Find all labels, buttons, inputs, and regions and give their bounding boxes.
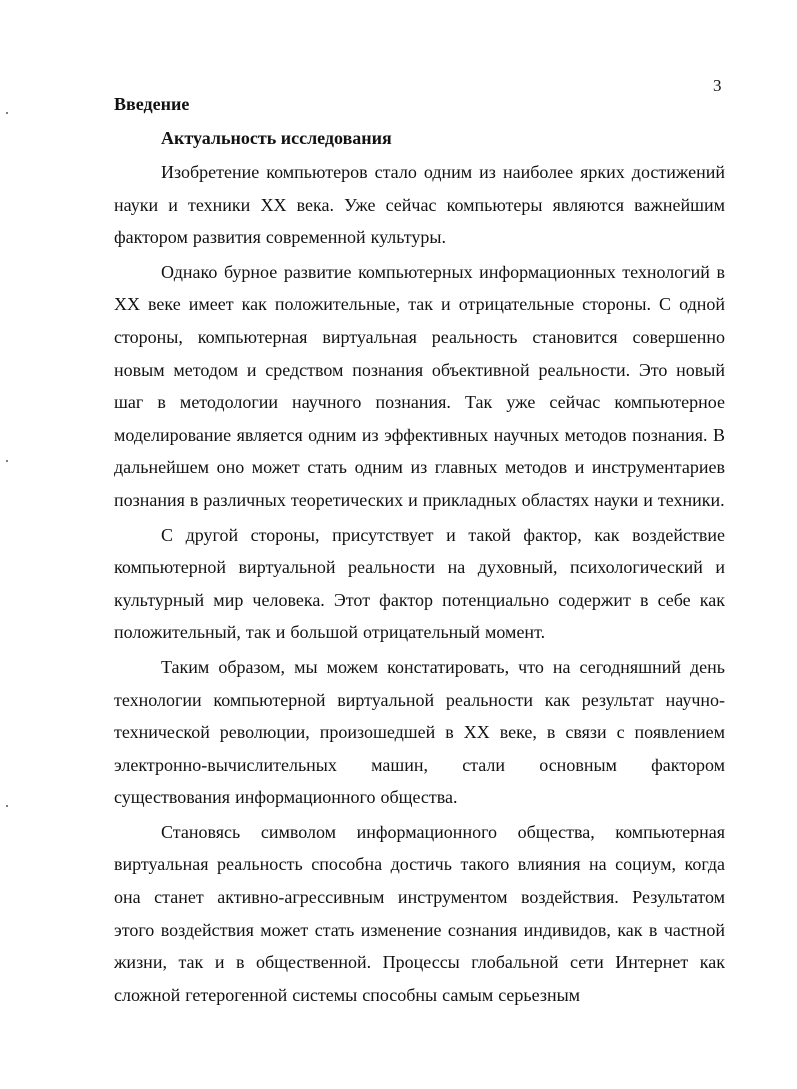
paragraph-3: С другой стороны, присутствует и такой фактор, как воздействие компьютерной виртуальной реальности на духовный, психологический и культурный мир человека. Этот фактор потенциально содержит в себе как положительный, так и большой отрицательный момент. <box>114 524 725 643</box>
paragraph-5: Становясь символом информационного общества, компьютерная виртуальная реальность способна достичь такого влияния на социум, когда она станет активно-агрессивным инструментом воздействия. Результатом этого воздействия может стать изменение сознания индивидов, как в частной жизни, так и в общественной. Процессы глобальной сети Интернет как сложной гетерогенной системы способны самым серьезным <box>114 821 725 1005</box>
paragraph-4: Таким образом, мы можем констатировать, что на сегодняшний день технологии компьютерной виртуальной реальности как результат научно-технической революции, произошедшей в XX веке, в связи с появлением электронно-вычислительных машин, стали основным фактором существования информационного общества. <box>114 656 725 808</box>
page-number: 3 <box>713 76 722 95</box>
section-heading: Введение <box>114 94 190 114</box>
scan-margin-mark <box>6 805 8 807</box>
body-text <box>114 156 725 1011</box>
paragraph-2: Однако бурное развитие компьютерных информационных технологий в XX веке имеет как положительные, так и отрицательные стороны. С одной стороны, компьютерная виртуальная реальность становится совершенно новым методом и средством познания объективной реальности. Это новый шаг в методологии научного познания. Так уже сейчас компьютерное моделирование является одним из эффективных научных методов познания. В дальнейшем оно может стать одним из главных методов и инструментариев познания в различных теоретических и прикладных областях науки и техники. <box>114 261 725 510</box>
section-subheading: Актуальность исследования <box>161 128 392 148</box>
scan-margin-mark <box>6 112 8 114</box>
paragraph-1: Изобретение компьютеров стало одним из наиболее ярких достижений науки и техники XX века. Уже сейчас компьютеры являются важнейшим фактором развития современной культуры. <box>114 162 725 248</box>
scan-margin-mark <box>6 460 8 462</box>
